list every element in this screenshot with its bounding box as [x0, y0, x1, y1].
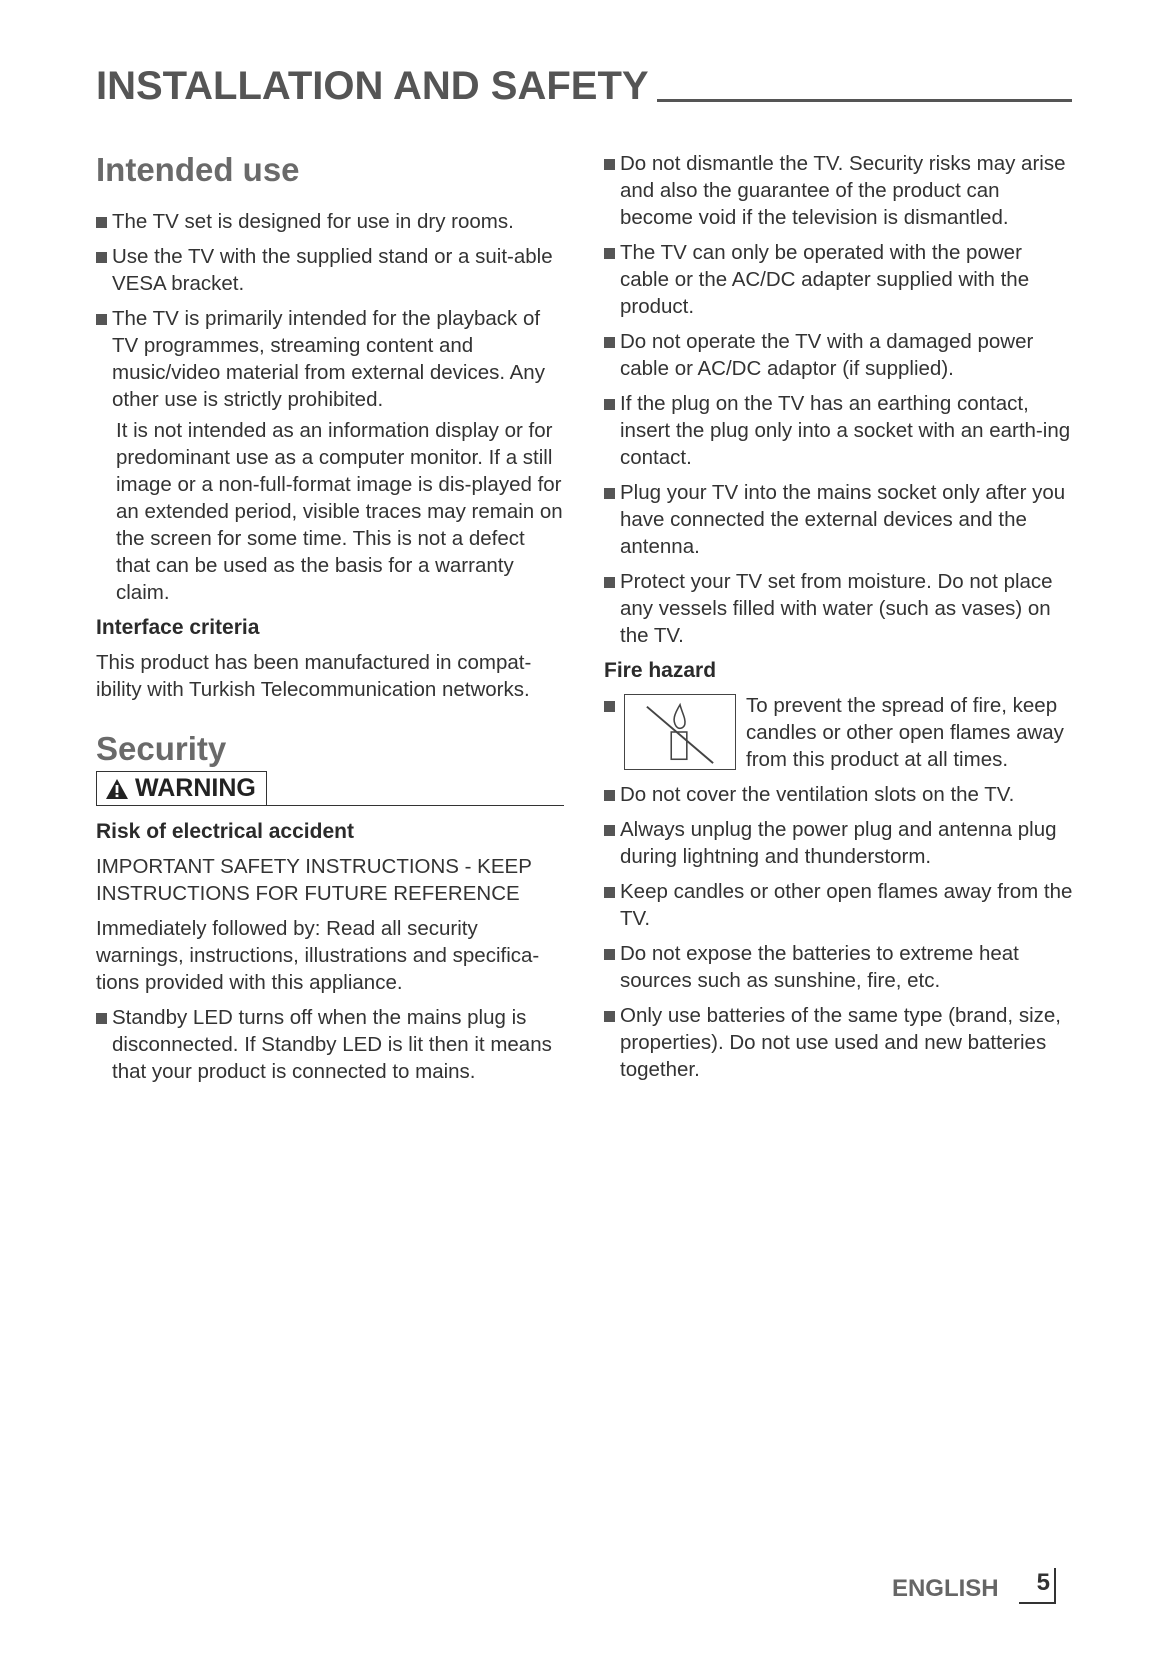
bullet-icon [604, 399, 615, 410]
page-title: INSTALLATION AND SAFETY [96, 64, 649, 108]
list-item: The TV set is designed for use in dry rooms. [96, 208, 564, 235]
warning-label: WARNING [135, 774, 256, 802]
list-item: Do not cover the ventilation slots on the TV. [604, 781, 1074, 808]
interface-criteria-heading: Interface criteria [96, 616, 260, 639]
list-item: The TV is primarily intended for the playback of TV programmes, streaming content and music/video material from external devices. Any other use is strictly prohibited. [96, 305, 564, 413]
security-heading: Security [96, 730, 227, 767]
intended-use-list [96, 208, 564, 413]
security-list [96, 1004, 564, 1085]
bullet-icon [604, 337, 615, 348]
page-number: 5 [1019, 1568, 1056, 1604]
list-item: Do not operate the TV with a damaged power cable or AC/DC adaptor (if supplied). [604, 328, 1074, 382]
warning-box [96, 771, 267, 806]
footer-language: ENGLISH [891, 1575, 999, 1602]
warning-rule [267, 805, 564, 806]
bullet-icon [96, 217, 107, 228]
list-item: Use the TV with the supplied stand or a suit-able VESA bracket. [96, 243, 564, 297]
intended-use-heading: Intended use [96, 151, 300, 188]
bullet-icon [604, 949, 615, 960]
warning-triangle-icon [105, 778, 129, 800]
title-rule [657, 99, 1072, 102]
list-item [604, 692, 1074, 773]
safety-list [604, 150, 1074, 649]
bullet-icon [604, 701, 615, 712]
bullet-icon [604, 887, 615, 898]
list-item: Only use batteries of the same type (brand, size, properties). Do not use used and new batteries together. [604, 1002, 1074, 1083]
bullet-icon [604, 577, 615, 588]
intended-use-note: It is not intended as an information display or for predominant use as a computer monitor. If a still image or a non-full-format image is dis-played for an extended period, visible traces may remain on the screen for some time. This is not a defect that can be used as the basis for a warranty claim. [116, 419, 563, 604]
page-footer [892, 1568, 1056, 1604]
page-header [96, 58, 1072, 108]
bullet-icon [96, 252, 107, 263]
list-item: The TV can only be operated with the power cable or the AC/DC adapter supplied with the product. [604, 239, 1074, 320]
warning-banner [96, 771, 564, 806]
bullet-icon [604, 1011, 615, 1022]
bullet-icon [96, 1013, 107, 1024]
bullet-icon [604, 488, 615, 499]
bullet-icon [96, 314, 107, 325]
followed-text: Immediately followed by: Read all security warnings, instructions, illustrations and specifica-tions provided with this appliance. [96, 917, 540, 994]
no-candle-icon [624, 694, 736, 770]
list-item: Plug your TV into the mains socket only after you have connected the external devices and the antenna. [604, 479, 1074, 560]
list-item: If the plug on the TV has an earthing contact, insert the plug only into a socket with an earth-ing contact. [604, 390, 1074, 471]
list-item: Do not expose the batteries to extreme heat sources such as sunshine, fire, etc. [604, 940, 1074, 994]
list-item: Do not dismantle the TV. Security risks may arise and also the guarantee of the product can become void if the television is dismantled. [604, 150, 1074, 231]
fire-hazard-list [604, 692, 1074, 1083]
fire-pictogram-item [620, 692, 1074, 773]
bullet-icon [604, 825, 615, 836]
important-instructions: IMPORTANT SAFETY INSTRUCTIONS - KEEP INSTRUCTIONS FOR FUTURE REFERENCE [96, 855, 532, 905]
fire-pictogram-text: To prevent the spread of fire, keep candles or other open flames away from this product at all times. [746, 694, 1064, 771]
bullet-icon [604, 248, 615, 259]
fire-hazard-heading: Fire hazard [604, 659, 717, 682]
interface-criteria-text: This product has been manufactured in compat-ibility with Turkish Telecommunication networks. [96, 651, 532, 701]
list-item: Always unplug the power plug and antenna plug during lightning and thunderstorm. [604, 816, 1074, 870]
right-column [604, 150, 1074, 1091]
bullet-icon [604, 790, 615, 801]
risk-heading: Risk of electrical accident [96, 820, 354, 843]
bullet-icon [604, 159, 615, 170]
list-item: Keep candles or other open flames away from the TV. [604, 878, 1074, 932]
list-item: Standby LED turns off when the mains plug is disconnected. If Standby LED is lit then it means that your product is connected to mains. [96, 1004, 564, 1085]
left-column [96, 150, 564, 1093]
list-item: Protect your TV set from moisture. Do not place any vessels filled with water (such as vases) on the TV. [604, 568, 1074, 649]
